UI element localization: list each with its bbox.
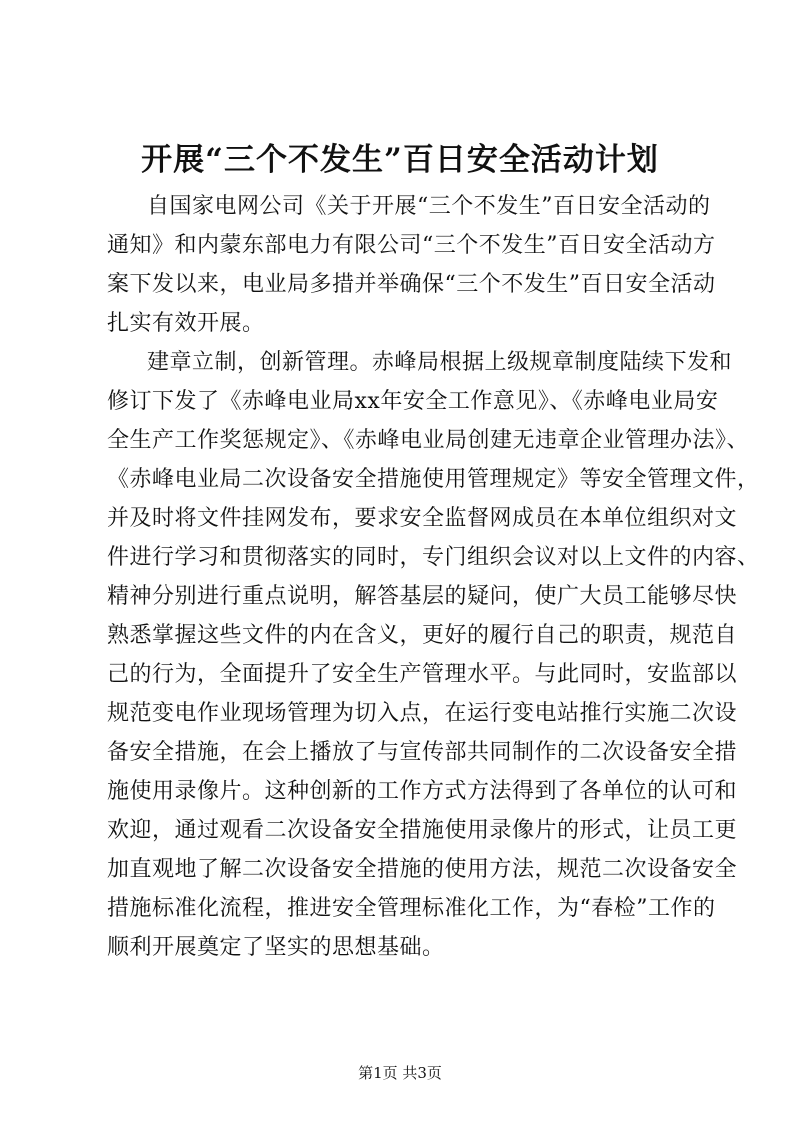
- paragraph-line: 修订下发了《赤峰电业局xx年安全工作意见》、《赤峰电业局安: [107, 389, 719, 414]
- paragraph-line: 并及时将文件挂网发布，要求安全监督网成员在本单位组织对文: [107, 506, 738, 531]
- paragraph-line: 备安全措施，在会上播放了与宣传部共同制作的二次设备安全措: [107, 740, 738, 765]
- paragraph-line: 案下发以来，电业局多措并举确保“三个不发生”百日安全活动: [107, 272, 716, 297]
- paragraph-line: 《赤峰电业局二次设备安全措施使用管理规定》等安全管理文件，: [107, 467, 760, 492]
- paragraph-line: 建章立制，创新管理。赤峰局根据上级规章制度陆续下发和: [147, 350, 733, 375]
- paragraph-line: 加直观地了解二次设备安全措施的使用方法，规范二次设备安全: [107, 857, 738, 882]
- paragraph-line: 全生产工作奖惩规定》、《赤峰电业局创建无违章企业管理办法》、: [107, 428, 750, 453]
- paragraph-line: 精神分别进行重点说明，解答基层的疑问，使广大员工能够尽快: [107, 584, 738, 609]
- page-footer: 第1页 共3页: [358, 1064, 442, 1082]
- paragraph-line: 己的行为，全面提升了安全生产管理水平。与此同时，安监部以: [107, 662, 738, 687]
- paragraph-line: 规范变电作业现场管理为切入点，在运行变电站推行实施二次设: [107, 701, 738, 726]
- paragraph-line: 件进行学习和贯彻落实的同时，专门组织会议对以上文件的内容、: [107, 545, 760, 570]
- document-title: 开展“三个不发生”百日安全活动计划: [141, 142, 659, 178]
- paragraph-line: 顺利开展奠定了坚实的思想基础。: [107, 935, 445, 960]
- paragraph-line: 通知》和内蒙东部电力有限公司“三个不发生”百日安全活动方: [107, 233, 716, 258]
- paragraph-line: 施使用录像片。这种创新的工作方式方法得到了各单位的认可和: [107, 779, 738, 804]
- paragraph-line: 欢迎，通过观看二次设备安全措施使用录像片的形式，让员工更: [107, 818, 738, 843]
- paragraph-line: 扎实有效开展。: [107, 311, 265, 336]
- paragraph-line: 自国家电网公司《关于开展“三个不发生”百日安全活动的: [147, 194, 711, 219]
- paragraph-line: 措施标准化流程，推进安全管理标准化工作，为“春检”工作的: [107, 896, 716, 921]
- paragraph-line: 熟悉掌握这些文件的内在含义，更好的履行自己的职责，规范自: [107, 623, 738, 648]
